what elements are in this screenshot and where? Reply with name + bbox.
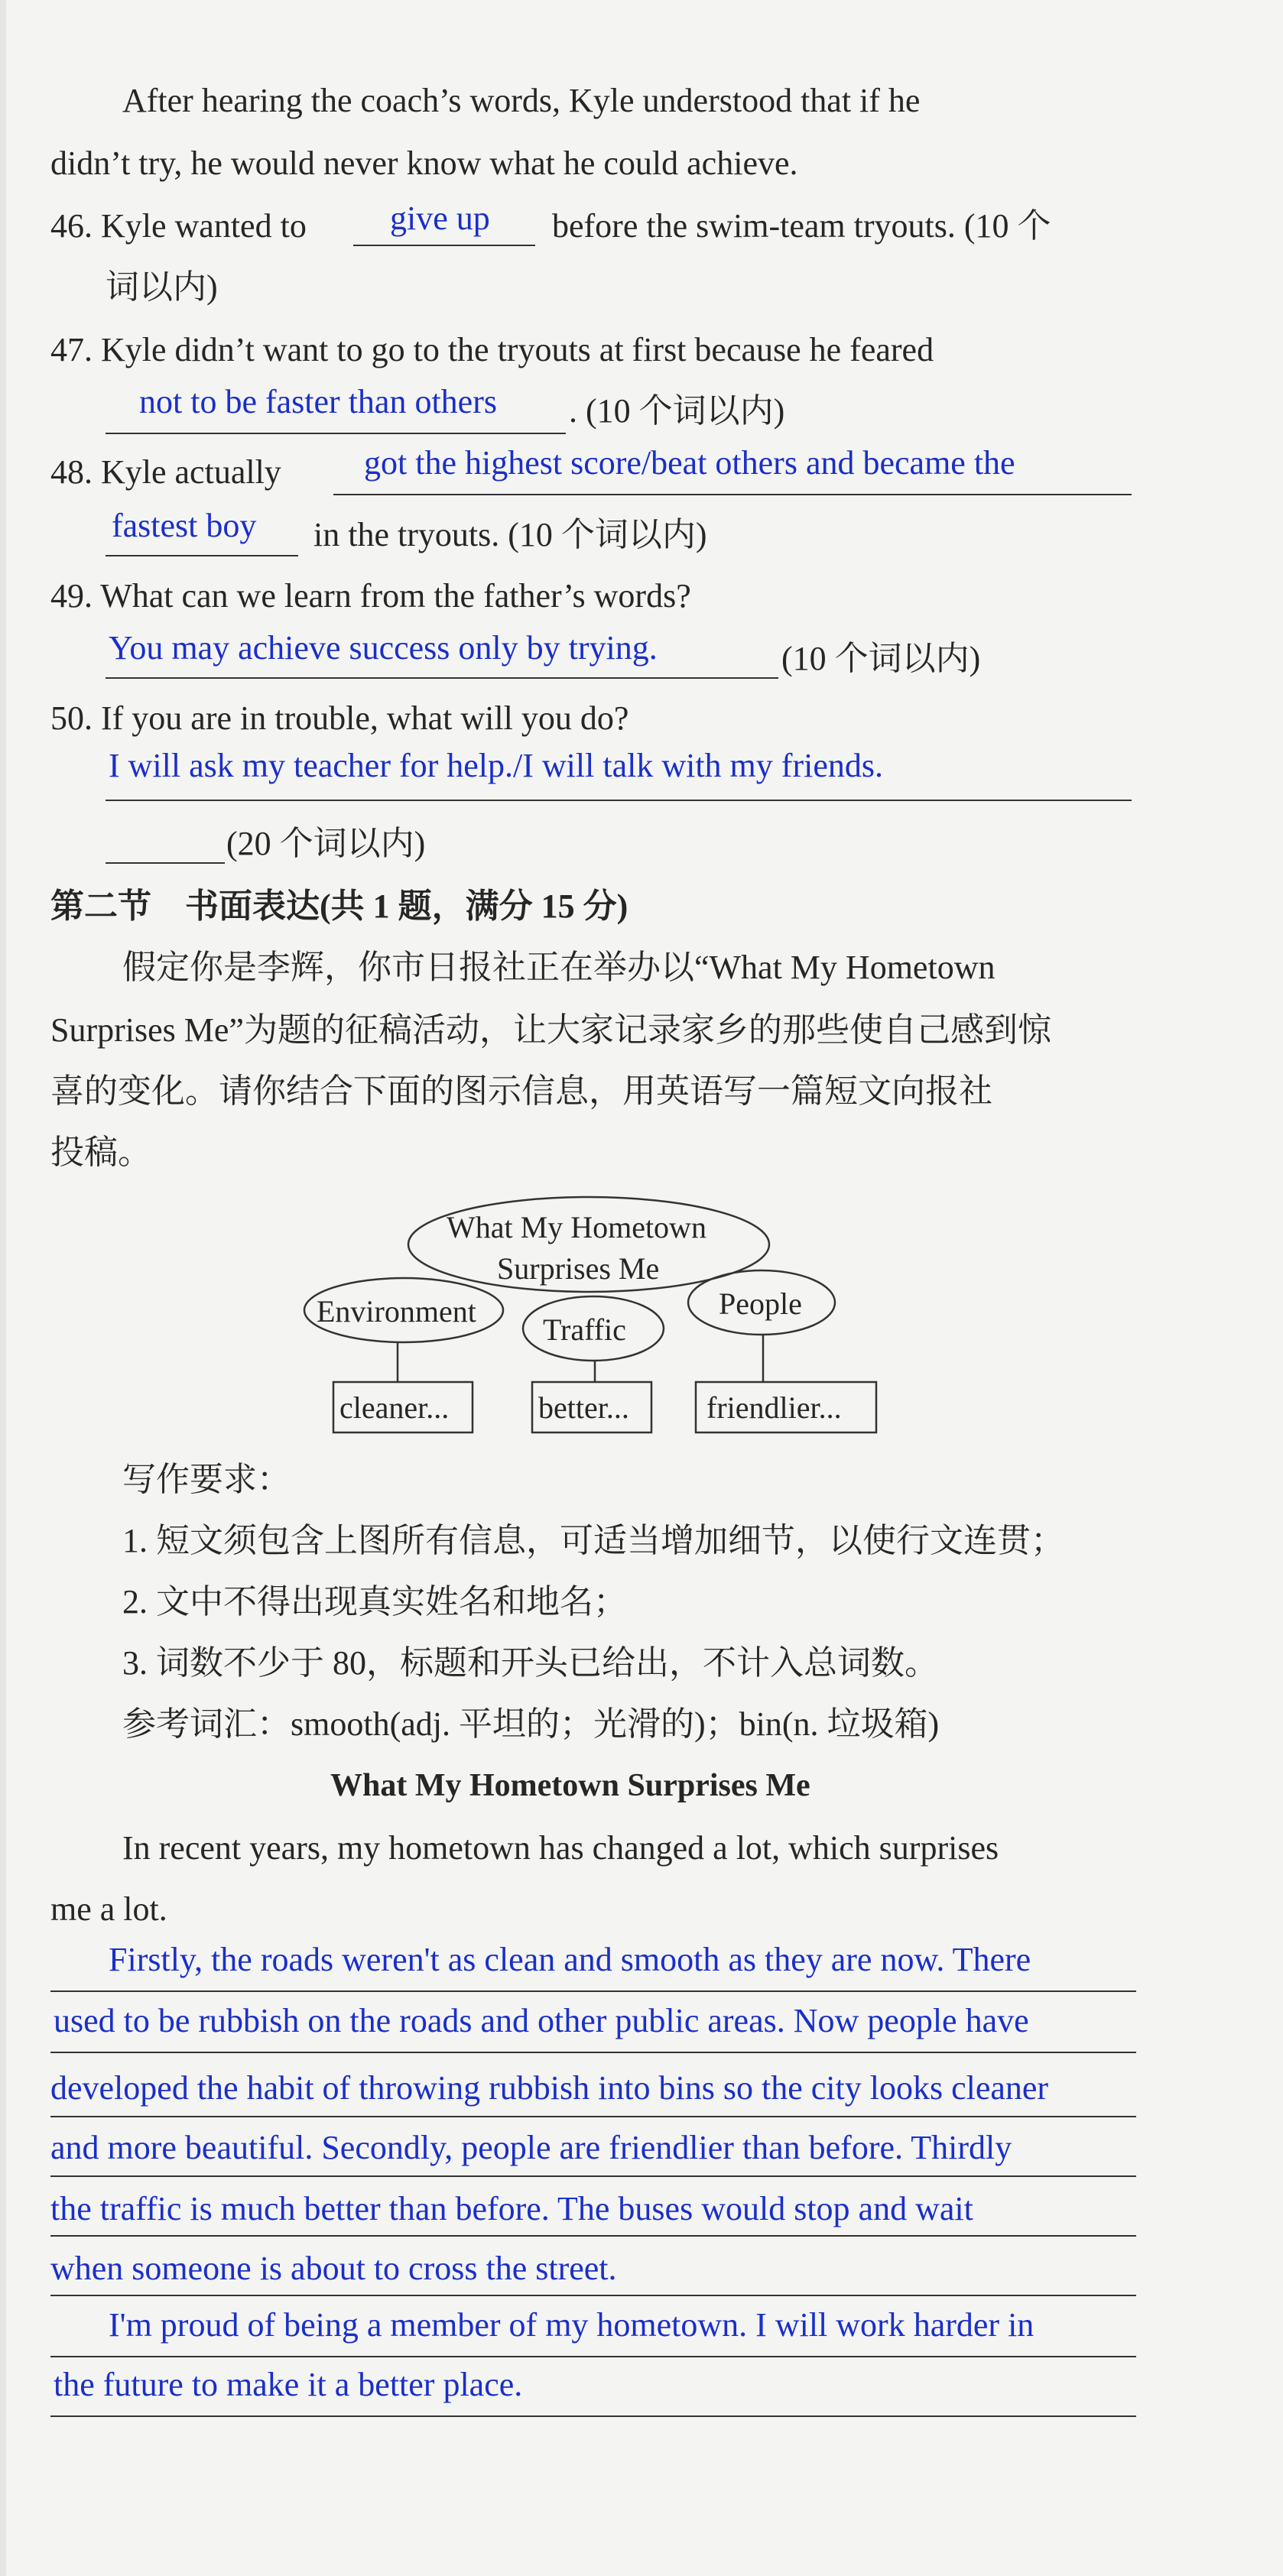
diagram-center-line-1: What My Hometown bbox=[447, 1210, 706, 1244]
diagram-node-traffic: Traffic bbox=[543, 1312, 626, 1347]
essay-line-4: and more beautiful. Secondly, people are friendlier than before. Thirdly bbox=[50, 2129, 1012, 2166]
q46-text-a: 46. Kyle wanted to bbox=[50, 207, 307, 245]
q50-answer-line-2 bbox=[106, 862, 225, 864]
essay-rule-8 bbox=[50, 2415, 1136, 2417]
diagram-node-people: People bbox=[719, 1286, 802, 1321]
essay-line-6: when someone is about to cross the street. bbox=[50, 2250, 617, 2287]
prompt-line-3: 喜的变化。请你结合下面的图示信息，用英语写一篇短文向报社 bbox=[50, 1072, 992, 1110]
prompt-line-1: 假定你是李辉，你市日报社正在举办以“What My Hometown bbox=[122, 949, 996, 986]
diagram-leaf-cleaner: cleaner... bbox=[339, 1390, 450, 1425]
prompt-line-4: 投稿。 bbox=[50, 1134, 151, 1171]
q50-answer: I will ask my teacher for help./I will talk with my friends. bbox=[109, 747, 883, 784]
q48-answer-line-2 bbox=[106, 555, 298, 556]
essay-line-5: the traffic is much better than before. The buses would stop and wait bbox=[50, 2190, 973, 2227]
essay-line-3: developed the habit of throwing rubbish into bins so the city looks cleaner bbox=[50, 2069, 1049, 2107]
requirements-heading: 写作要求： bbox=[122, 1461, 291, 1498]
q50-text-b: (20 个词以内) bbox=[226, 825, 426, 862]
essay-rule-5 bbox=[50, 2235, 1136, 2237]
q49-answer-line bbox=[106, 677, 778, 679]
essay-title: What My Hometown Surprises Me bbox=[330, 1768, 810, 1803]
q49-answer: You may achieve success only by trying. bbox=[109, 629, 658, 667]
requirement-3: 3. 词数不少于 80，标题和开头已给出，不计入总词数。 bbox=[122, 1644, 938, 1682]
q50-text-a: 50. If you are in trouble, what will you do? bbox=[50, 699, 629, 737]
intro-line-2: didn’t try, he would never know what he could achieve. bbox=[50, 144, 798, 182]
requirement-1: 1. 短文须包含上图所有信息，可适当增加细节，以使行文连贯； bbox=[122, 1522, 1064, 1559]
requirement-2: 2. 文中不得出现真实姓名和地名； bbox=[122, 1583, 627, 1621]
vocab-hint: 参考词汇：smooth(adj. 平坦的；光滑的)；bin(n. 垃圾箱) bbox=[122, 1705, 940, 1743]
essay-line-2: used to be rubbish on the roads and other public areas. Now people have bbox=[54, 2002, 1029, 2039]
q46-text-c: 词以内) bbox=[106, 268, 218, 306]
essay-rule-1 bbox=[50, 1990, 1136, 1992]
diagram-leaf-friendlier: friendlier... bbox=[706, 1390, 842, 1425]
q49-text-a: 49. What can we learn from the father’s words? bbox=[50, 577, 691, 615]
q47-text-a: 47. Kyle didn’t want to go to the tryouts at first because he feared bbox=[50, 331, 934, 368]
essay-opening-2: me a lot. bbox=[50, 1890, 167, 1928]
q48-text-b: in the tryouts. (10 个词以内) bbox=[313, 516, 707, 553]
essay-rule-6 bbox=[50, 2295, 1136, 2296]
prompt-line-2: Surprises Me”为题的征稿活动，让大家记录家乡的那些使自己感到惊 bbox=[50, 1011, 1051, 1049]
q46-answer-line bbox=[353, 245, 535, 246]
q49-text-b: (10 个词以内) bbox=[781, 640, 981, 677]
essay-rule-7 bbox=[50, 2356, 1136, 2357]
diagram-center-line-2: Surprises Me bbox=[497, 1251, 660, 1286]
diagram-node-environment: Environment bbox=[317, 1294, 476, 1329]
essay-line-7: I'm proud of being a member of my hometown. I will work harder in bbox=[109, 2306, 1035, 2344]
q48-answer-line-1 bbox=[333, 494, 1132, 495]
essay-rule-2 bbox=[50, 2052, 1136, 2053]
q46-answer: give up bbox=[390, 200, 490, 237]
q48-answer-2: fastest boy bbox=[112, 507, 257, 544]
page-edge bbox=[0, 0, 6, 2576]
intro-line-1: After hearing the coach’s words, Kyle understood that if he bbox=[122, 82, 921, 119]
q47-answer-line bbox=[106, 433, 566, 434]
q48-text-a: 48. Kyle actually bbox=[50, 453, 281, 491]
q48-answer-1: got the highest score/beat others and became the bbox=[364, 444, 1015, 482]
q47-text-b: . (10 个词以内) bbox=[569, 392, 785, 430]
essay-rule-4 bbox=[50, 2175, 1136, 2177]
q50-answer-line-1 bbox=[106, 800, 1132, 801]
essay-opening-1: In recent years, my hometown has changed a lot, which surprises bbox=[122, 1829, 999, 1867]
q47-answer: not to be faster than others bbox=[139, 383, 497, 420]
essay-line-8: the future to make it a better place. bbox=[54, 2366, 523, 2403]
section2-title: 第二节 书面表达(共 1 题，满分 15 分) bbox=[50, 887, 629, 925]
diagram-leaf-better: better... bbox=[538, 1390, 629, 1425]
essay-line-1: Firstly, the roads weren't as clean and smooth as they are now. There bbox=[109, 1941, 1031, 1978]
essay-rule-3 bbox=[50, 2116, 1136, 2117]
q46-text-b: before the swim-team tryouts. (10 个 bbox=[552, 207, 1051, 245]
